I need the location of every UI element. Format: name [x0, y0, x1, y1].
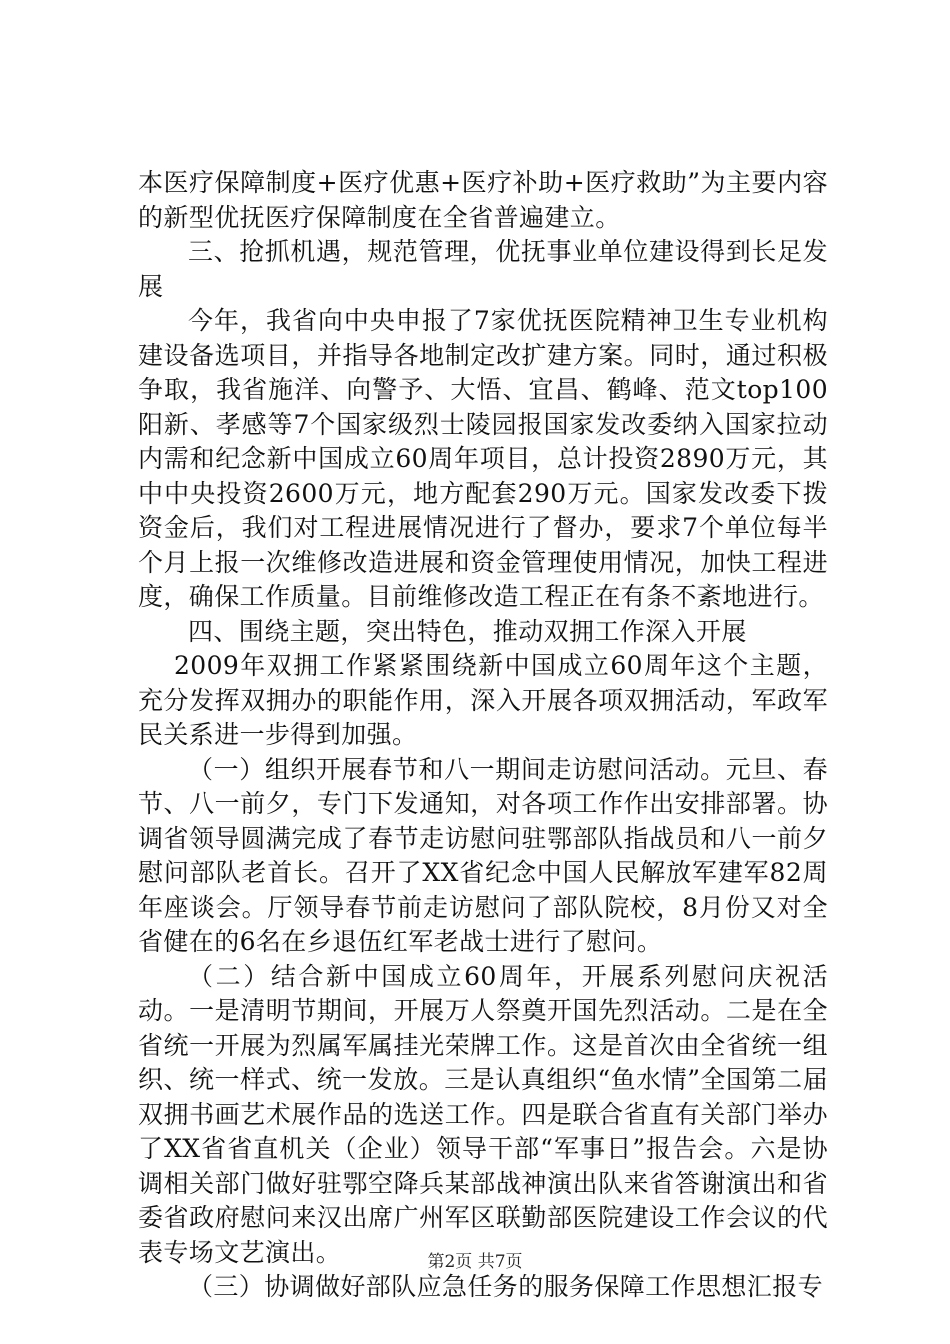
- page-number-footer: 第2页 共7页: [427, 1252, 523, 1272]
- paragraph-subsection-3: （三）协调做好部队应急任务的服务保障工作思想汇报专: [188, 1272, 824, 1301]
- paragraph-subsection-1: （一）组织开展春节和八一期间走访慰问活动。元旦、春节、八一前夕，专门下发通知，对各项工作作出安排部署。协调省领导圆满完成了春节走访慰问驻鄂部队指战员和八一前夕慰问部队老首长。召开了XX省纪念中国人民解放军建军82周年座谈会。厅领导春节前走访慰问了部队院校，8月份又对全省健在的6名在乡退伍红军老战士进行了慰问。: [138, 754, 828, 956]
- document-body: [138, 166, 828, 1305]
- section-heading-3: 三、抢抓机遇，规范管理，优抚事业单位建设得到长足发展: [138, 237, 828, 301]
- paragraph: 2009年双拥工作紧紧围绕新中国成立60周年这个主题，充分发挥双拥办的职能作用，深入开展各项双拥活动，军政军民关系进一步得到加强。: [138, 651, 828, 749]
- paragraph-continuation: 本医疗保障制度+医疗优惠+医疗补助+医疗救助”为主要内容的新型优抚医疗保障制度在全省普遍建立。: [138, 168, 828, 232]
- paragraph: 今年，我省向中央申报了7家优抚医院精神卫生专业机构建设备选项目，并指导各地制定改扩建方案。同时，通过积极争取，我省施洋、向警予、大悟、宜昌、鹤峰、范文top100阳新、孝感等7个国家级烈士陵园报国家发改委纳入国家拉动内需和纪念新中国成立60周年项目，总计投资2890万元，其中中央投资2600万元，地方配套290万元。国家发改委下拨资金后，我们对工程进展情况进行了督办，要求7个单位每半个月上报一次维修改造进展和资金管理使用情况，加快工程进度，确保工作质量。目前维修改造工程正在有条不紊地进行。: [138, 306, 828, 611]
- paragraph-subsection-2: （二）结合新中国成立60周年，开展系列慰问庆祝活动。一是清明节期间，开展万人祭奠开国先烈活动。二是在全省统一开展为烈属军属挂光荣牌工作。这是首次由全省统一组织、统一样式、统一发放。三是认真组织“鱼水情”全国第二届双拥书画艺术展作品的选送工作。四是联合省直有关部门举办了XX省省直机关（企业）领导干部“军事日”报告会。六是协调相关部门做好驻鄂空降兵某部战神演出队来省答谢演出和省委省政府慰问来汉出席广州军区联勤部医院建设工作会议的代表专场文艺演出。: [138, 961, 828, 1267]
- section-heading-4: 四、围绕主题，突出特色，推动双拥工作深入开展: [188, 616, 747, 646]
